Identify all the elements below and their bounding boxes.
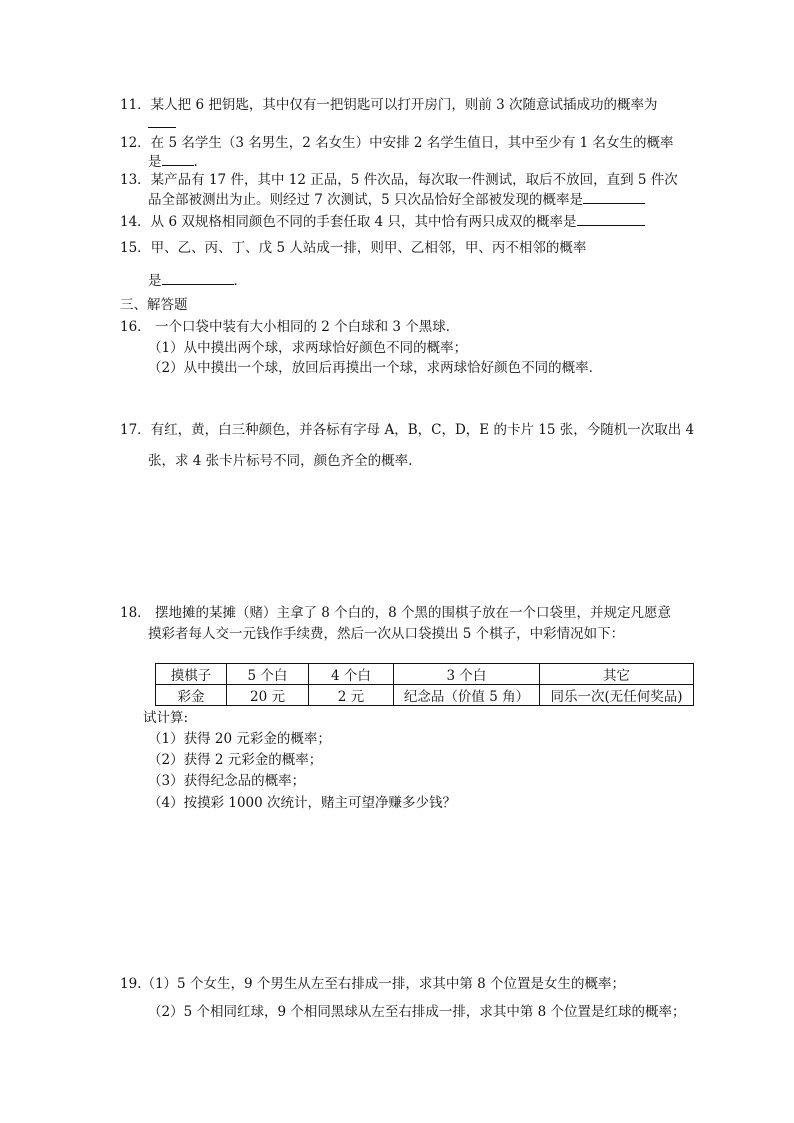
question-12-line1: 12．在 5 名学生（3 名男生，2 名女生）中安排 2 名学生值日，其中至少有 1 名女生的概率: [120, 135, 674, 151]
question-15-line2: 是 ．: [148, 270, 247, 291]
table-cell: 其它: [540, 664, 694, 685]
answer-blank-15: [162, 270, 234, 285]
table-cell: 纪念品（价值 5 角）: [394, 685, 540, 706]
answer-blank-11: [148, 113, 176, 134]
question-16-part2: （2）从中摸出一个球，放回后再摸出一个球，求两球恰好颜色不同的概率．: [148, 360, 603, 376]
question-17-line2: 张，求 4 张卡片标号不同，颜色齐全的概率.: [148, 453, 413, 469]
table-cell: 摸棋子: [156, 664, 227, 685]
question-18-part1: （1）获得 20 元彩金的概率；: [148, 731, 331, 747]
question-19-part1: 19.（1）5 个女生，9 个男生从左至右排成一排，求其中第 8 个位置是女生的概率；: [120, 976, 625, 992]
question-13-line2: 品全部被测出为止。则经过 7 次测试，5 只次品恰好全部被发现的概率是: [148, 189, 645, 210]
table-cell: 同乐一次(无任何奖品): [540, 685, 694, 706]
question-16-part1: （1）从中摸出两个球，求两球恰好颜色不同的概率；: [148, 340, 468, 356]
table-row: [156, 685, 694, 706]
question-12-line2: 是 .: [148, 151, 198, 172]
question-18-part4: （4）按摸彩 1000 次统计，赌主可望净赚多少钱？: [148, 795, 457, 811]
section-heading: 三、解答题: [120, 297, 188, 313]
answer-blank-12: [162, 151, 194, 166]
question-16-stem: 16． 一个口袋中装有大小相同的 2 个白球和 3 个黑球．: [120, 319, 460, 335]
question-11-text: 11．某人把 6 把钥匙，其中仅有一把钥匙可以打开房门，则前 3 次随意试插成功的概率为: [120, 97, 658, 113]
question-18-part3: （3）获得纪念品的概率；: [148, 773, 306, 789]
question-11: [120, 95, 658, 115]
question-18-prompt: 试计算:: [143, 710, 189, 726]
question-17-line1: 17．有红，黄，白三种颜色，并各标有字母 A，B，C，D，E 的卡片 15 张，今随机一次取出 4: [120, 422, 695, 438]
prize-table: [155, 663, 694, 706]
table-cell: 20 元: [227, 685, 309, 706]
question-18-line2: 摸彩者每人交一元钱作手续费，然后一次从口袋摸出 5 个棋子，中彩情况如下：: [148, 626, 625, 642]
question-18-line1: 18． 摆地摊的某摊（赌）主拿了 8 个白的，8 个黑的围棋子放在一个口袋里，并规定凡愿意: [120, 605, 672, 621]
question-15-line1: 15．甲、乙、丙、丁、戊 5 人站成一排，则甲、乙相邻，甲、丙不相邻的概率: [120, 240, 587, 256]
table-cell: 2 元: [309, 685, 394, 706]
table-cell: 3 个白: [394, 664, 540, 685]
answer-blank-13: [583, 189, 645, 204]
table-header-row: [156, 664, 694, 685]
question-19-part2: （2）5 个相同红球，9 个相同黑球从左至右排成一排，求其中第 8 个位置是红球的概率；: [148, 1004, 686, 1020]
table-cell: 5 个白: [227, 664, 309, 685]
table-cell: 4 个白: [309, 664, 394, 685]
answer-blank-14: [577, 211, 645, 226]
question-18-part2: （2）获得 2 元彩金的概率；: [148, 752, 323, 768]
table-cell: 彩金: [156, 685, 227, 706]
question-13-line1: 13．某产品有 17 件，其中 12 正品，5 件次品，每次取一件测试，取后不放回，直到 5 件次: [120, 172, 678, 188]
question-14: 14．从 6 双规格相同颜色不同的手套任取 4 只，其中恰有两只成双的概率是: [120, 211, 645, 232]
